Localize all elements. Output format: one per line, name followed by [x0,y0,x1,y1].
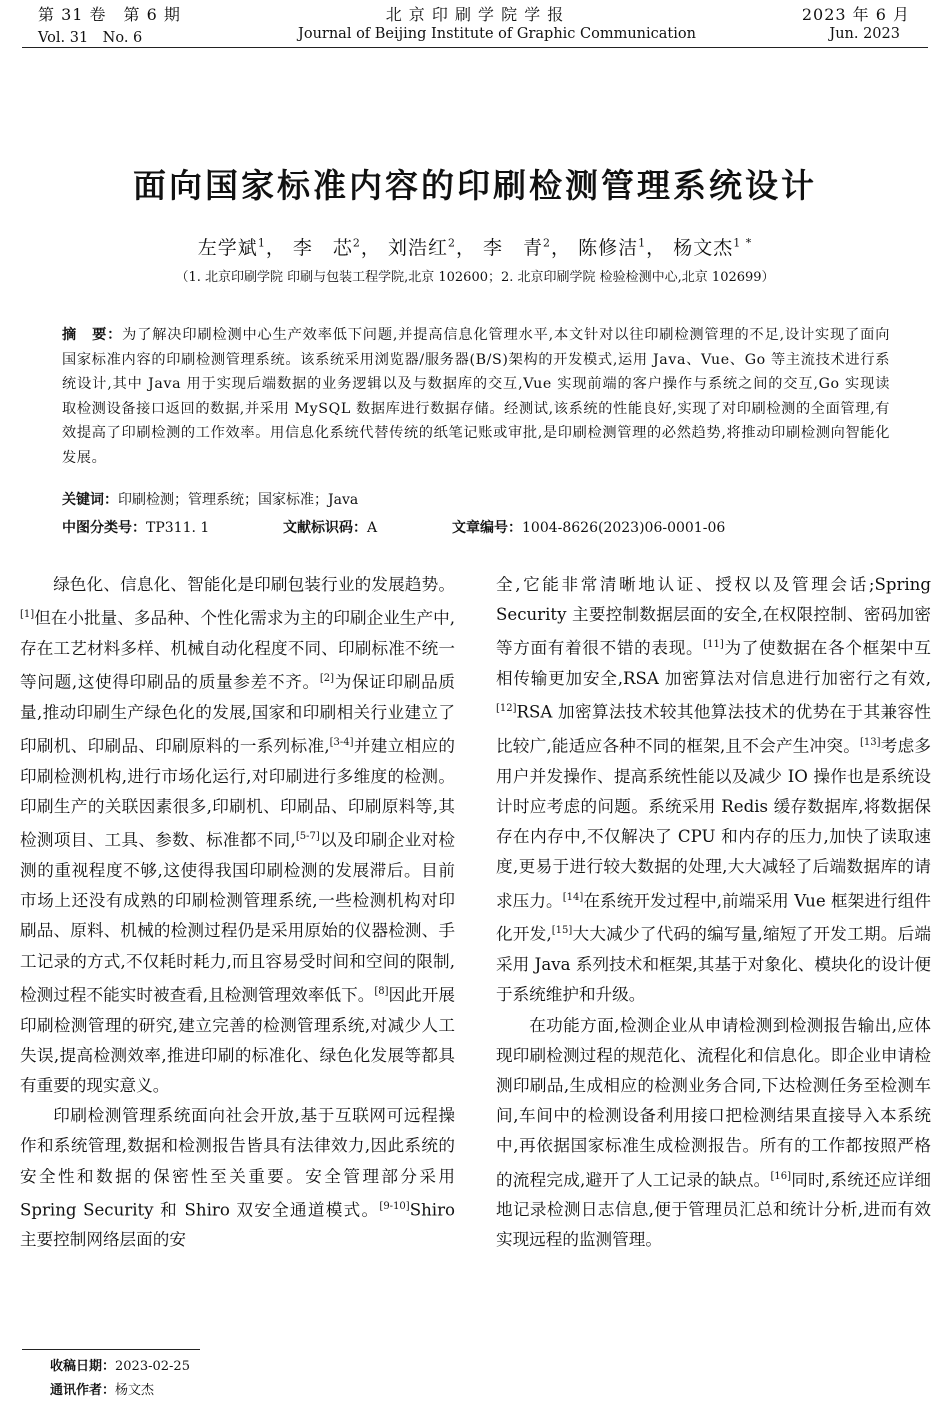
author: 杨文杰$^{1 *}$ [673,236,753,259]
header-journal-cn: 北 京 印 刷 学 院 学 报 [385,5,565,24]
author: 刘浩红$^2$， [387,236,476,259]
clc-number: 中图分类号：TP311. 1 [62,520,210,536]
citation: [15] [551,925,573,937]
header-volume-en: Vol. 31 No. 6 [38,30,143,46]
paragraph: 在功能方面,检测企业从申请检测到检测报告输出,应体现印刷检测过程的规范化、流程化和信息化。即企业申请检测印刷品,生成相应的检测业务合同,下达检测任务至检测车间,车间中的检测设备利用接口把检测结果直接导入本系统中,再依据国家标准生成检测报告。所有的工作都按照严格的流程完成,避开了人工记录的缺点。[16]同时,系统还应详细地记录检测日志信息,便于管理员汇总和统计分析,进而有效实现远程的监测管理。 [496,1015,931,1250]
citation: [3-4] [329,737,354,749]
article-number: 文章编号：1004-8626(2023)06-0001-06 [452,520,726,536]
author: 李 芯$^2$， [292,236,381,259]
paragraph: 绿色化、信息化、智能化是印刷包装行业的发展趋势。[1]但在小批量、多品种、个性化需求为主的印刷企业生产中,存在工艺材料多样、机械自动化程度不同、印刷标准不统一等问题,这使得印刷品的质量参差不齐。[2]为保证印刷品质量,推动印刷生产绿色化的发展,国家和印刷相关行业建立了印刷机、印刷品、印刷原料的一系列标准,[3-4]并建立相应的印刷检测机构,进行市场化运行,对印刷进行多维度的检测。印刷生产的关联因素很多,印刷机、印刷品、印刷原料等,其检测项目、工具、参数、标准都不同,[5-7]以及印刷企业对检测的重视程度不够,这使得我国印刷检测的发展滞后。目前市场上还没有成熟的印刷检测管理系统,一些检测机构对印刷品、原料、机械的检测过程仍是采用原始的仪器检测、手工记录的方式,不仅耗时耗力,而且容易受时间和空间的限制,检测过程不能实时被查看,且检测管理效率低下。[8]因此开展印刷检测管理的研究,建立完善的检测管理系统,对减少人工失误,提高检测效率,推进印刷的标准化、绿色化发展等都具有重要的现实意义。 [20,575,456,1095]
citation: [14] [562,891,584,903]
citation: [11] [703,639,724,651]
author-list [0,233,950,260]
body-column-right [496,570,931,1256]
corresponding-author: 通讯作者：杨文杰 [50,1383,155,1398]
header-rule [22,47,928,48]
citation: [5-7] [295,831,320,843]
citation: [12] [496,703,517,715]
citation: [1] [20,609,35,621]
author: 陈修洁$^1$， [578,236,667,259]
abstract-text: 为了解决印刷检测中心生产效率低下问题,并提高信息化管理水平,本文针对以往印刷检测管理的不足,设计实现了面向国家标准内容的印刷检测管理系统。该系统采用浏览器/服务器(B/S)架构的开发模式,运用 Java、Vue、Go 等主流技术进行系统设计,其中 Java 用于实现后端数据的业务逻辑以及与数据库的交互,Vue 实现前端的客户操作与系统之间的交互,Go 实现读取检测设备接口返回的数据,并采用 MySQL 数据库进行数据存储。经测试,该系统的性能良好,实现了对印刷检测的全面管理,有效提高了印刷检测的工作效率。用信息化系统代替传统的纸笔记账或审批,是印刷检测管理的必然趋势,将推动印刷检测向智能化发展。 [62,327,890,466]
citation: [2] [319,673,334,685]
header-volume-cn: 第 31 卷 第 6 期 [38,5,181,24]
author: 左学斌$^1$， [197,236,286,259]
abstract-label: 摘 要： [62,327,123,343]
body-column-left [20,570,455,1256]
keywords-text: 印刷检测；管理系统；国家标准；Java [118,492,359,508]
paragraph: 印刷检测管理系统面向社会开放,基于互联网可远程操作和系统管理,数据和检测报告皆具有法律效力,因此系统的安全性和数据的保密性至关重要。安全管理部分采用 Spring Security 和 Shiro 双安全通道模式。[9-10]Shiro 主要控制网络层面的安 [20,1106,455,1250]
abstract [62,323,890,470]
received-date: 收稿日期：2023-02-25 [50,1359,190,1374]
citation: [8] [374,985,389,997]
footnote-rule [22,1349,200,1350]
paper-title: 面向国家标准内容的印刷检测管理系统设计 [133,166,817,205]
citation: [13] [860,737,881,749]
document-code: 文献标识码：A [283,520,378,536]
citation: [16] [770,1170,792,1182]
header-date-cn: 2023 年 6 月 [801,5,910,24]
paragraph: 全,它能非常清晰地认证、授权以及管理会话;Spring Security 主要控制数据层面的安全,在权限控制、密码加密等方面有着很不错的表现。[11]为了使数据在各个框架中互相传输更加安全,RSA 加密算法对信息进行加密行之有效,[12]RSA 加密算法技术较其他算法技术的优势在于其兼容性比较广,能适应各种不同的框架,且不会产生冲突。[13]考虑多用户并发操作、提高系统性能以及减少 IO 操作也是系统设计时应考虑的问题。系统采用 Redis 缓存数据库,将数据保存在内存中,不仅解决了 CPU 和内存的压力,加快了读取速度,更易于进行较大数据的处理,大大减轻了后端数据库的请求压力。[14]在系统开发过程中,前端采用 Vue 框架进行组件化开发,[15]大大减少了代码的编写量,缩短了开发工期。后端采用 Java 系列技术和框架,其基于对象化、模块化的设计便于系统维护和升级。 [496,575,932,1005]
header-date-en: Jun. 2023 [829,26,900,42]
keywords-label: 关键词： [62,492,118,508]
author: 李 青$^2$， [483,236,572,259]
affiliations: （1. 北京印刷学院 印刷与包装工程学院,北京 102600；2. 北京印刷学院 检验检测中心,北京 102699） [175,270,775,285]
keywords [62,489,358,509]
header-journal-en: Journal of Beijing Institute of Graphic Communication [298,26,696,42]
citation: [9-10] [379,1200,410,1212]
